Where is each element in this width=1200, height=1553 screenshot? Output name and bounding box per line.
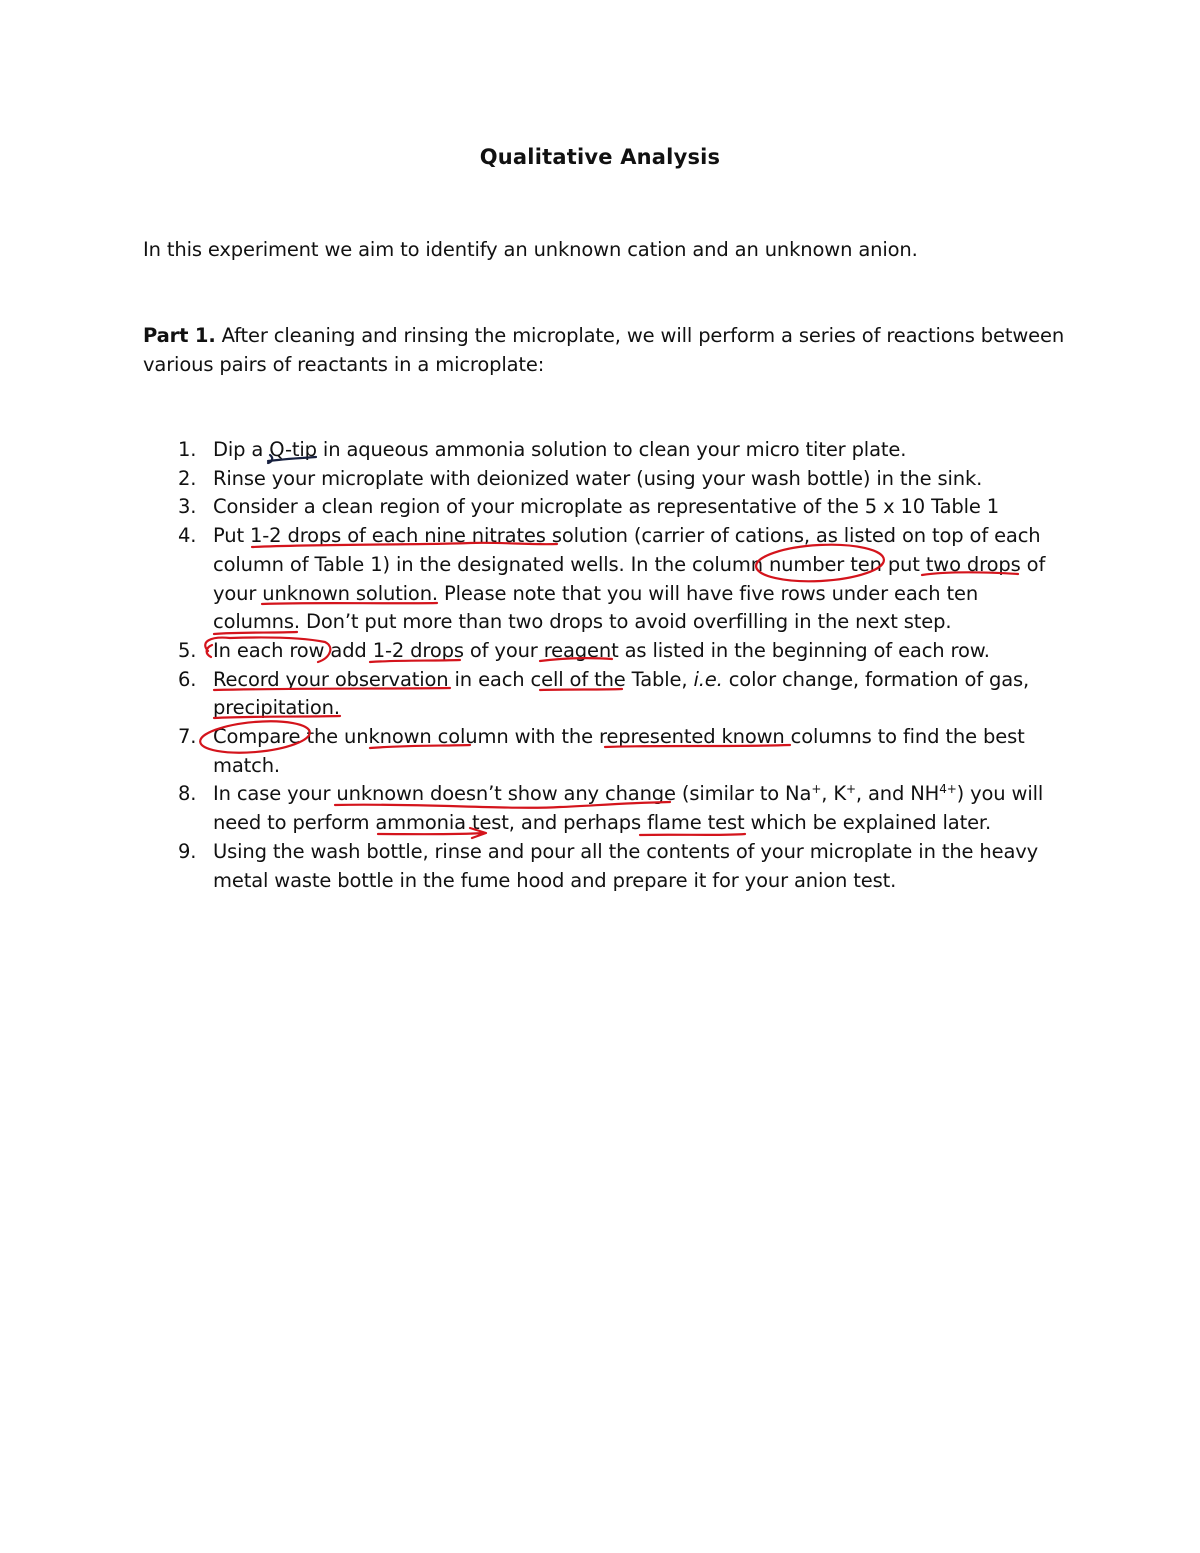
- step-number: 4.: [178, 524, 197, 548]
- document-title: Qualitative Analysis: [479, 145, 721, 169]
- step-number: 7.: [178, 725, 197, 749]
- list-item: [178, 436, 1058, 465]
- list-item: [178, 637, 1058, 666]
- step-text: Using the wash bottle, rinse and pour all the contents of your microplate in the heavy metal waste bottle in the fume hood and prepare it for your anion test.: [213, 839, 1039, 892]
- list-item: [178, 838, 1058, 895]
- list-item: [178, 493, 1058, 522]
- intro-paragraph: In this experiment we aim to identify an unknown cation and an unknown anion.: [143, 238, 918, 261]
- list-item: [178, 666, 1058, 723]
- step-text: [213, 668, 1029, 720]
- step-text-part: Record your observation in each cell of the Table,: [213, 667, 694, 691]
- step-text: In each row add 1-2 drops of your reagent as listed in the beginning of each row.: [213, 638, 990, 662]
- list-item: [178, 723, 1058, 780]
- step-text: Dip a Q-tip in aqueous ammonia solution to clean your micro titer plate.: [213, 438, 907, 461]
- part1-text: After cleaning and rinsing the microplate, we will perform a series of reactions between various pairs of reactants in a microplate:: [143, 324, 1065, 376]
- step-number: 5.: [178, 638, 197, 662]
- step-number: 1.: [178, 438, 197, 461]
- step-text-part: In case your unknown doesn’t show any change (similar to Na: [213, 782, 812, 806]
- step-text-part: , K: [821, 782, 846, 806]
- step-text-part: ) you will need to perform ammonia test, and perhaps flame test which be explained later.: [213, 782, 1044, 835]
- superscript: +: [811, 782, 822, 797]
- step-text: Rinse your microplate with deionized water (using your wash bottle) in the sink.: [213, 466, 983, 490]
- list-item: [178, 780, 1058, 837]
- superscript: +: [845, 782, 856, 797]
- step-text: Compare the unknown column with the represented known columns to find the best match.: [213, 725, 1025, 777]
- step-number: 6.: [178, 667, 197, 691]
- list-item: [178, 465, 1058, 494]
- part1-paragraph: [143, 322, 1073, 379]
- step-text: [213, 782, 1043, 834]
- list-item: [178, 522, 1058, 637]
- step-text: Consider a clean region of your microplate as representative of the 5 x 10 Table 1: [213, 495, 1000, 519]
- part1-label: Part 1.: [143, 324, 216, 347]
- step-number: 2.: [178, 466, 197, 490]
- step-number: 8.: [178, 782, 197, 806]
- steps-list: [178, 436, 1058, 895]
- step-text: Put 1-2 drops of each nine nitrates solution (carrier of cations, as listed on top of each column of Table 1) in the designated wells. In the column number ten put two drops of your unknown solution. Please note that you will have five rows under each ten columns. Don’t put more than two drops to avoid overfilling in the next step.: [213, 524, 1046, 634]
- step-text-part: color change, formation of gas, precipitation.: [213, 667, 1030, 720]
- step-text-part: , and NH: [855, 782, 940, 806]
- step-text-italic: i.e.: [693, 667, 723, 691]
- superscript: 4+: [939, 782, 957, 797]
- step-number: 9.: [178, 839, 197, 863]
- step-number: 3.: [178, 495, 197, 519]
